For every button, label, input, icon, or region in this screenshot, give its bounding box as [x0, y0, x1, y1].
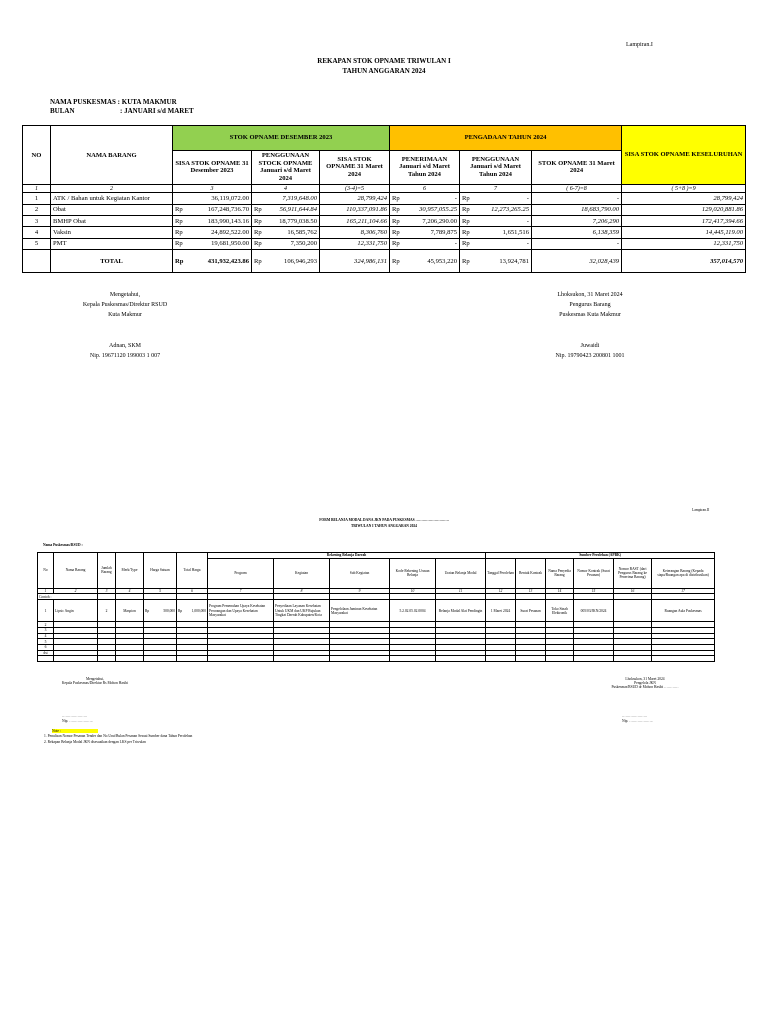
row-penggunaan: 16,585,762	[266, 227, 320, 238]
row-sisa-des: 19,681,950.00	[187, 238, 252, 249]
row-sisa-des: 36,119,072.00	[187, 193, 252, 204]
row-stok-mar: 6,138,359	[532, 227, 622, 238]
report-subtitle: TAHUN ANGGARAN 2024	[342, 67, 426, 75]
row-no: 2	[23, 204, 51, 215]
belanja-modal-table	[37, 552, 715, 662]
empty-row: 6	[38, 645, 715, 651]
h-total: Total Harga	[177, 553, 208, 589]
row-penggunaan: 18,779,038.50	[266, 216, 320, 227]
bulan-label: BULAN	[50, 107, 75, 115]
h-nama: Nama Barang	[54, 553, 98, 589]
rp-cell: Rp	[144, 600, 149, 622]
h-subkeg: Sub Kegiatan	[330, 558, 390, 588]
rp-cell: Rp	[460, 238, 474, 249]
lampiran2-label: Lampiran.II	[692, 508, 710, 512]
empty-row: dst	[38, 650, 715, 656]
r-merk: Maspion	[116, 600, 144, 622]
sign-right-line1: Lhoksukon, 31 Maret 2024	[557, 292, 623, 298]
form-sign-left-nip: Nip. ………………..	[62, 719, 93, 723]
rp-cell	[173, 193, 187, 204]
row-penerimaan: 7,206,290.00	[404, 216, 460, 227]
rp-cell: Rp	[252, 204, 266, 215]
row-penggunaan: 7,319,648.00	[266, 193, 320, 204]
rp-cell: Rp	[390, 250, 404, 273]
h-kode: Kode Rekening Urusan Belanja	[390, 558, 436, 588]
sign-left-name-block	[40, 341, 210, 361]
rp-cell: Rp	[460, 250, 474, 273]
h-merk: Merk/Type	[116, 553, 144, 589]
r-nomor: 005/03/JKN/2024	[574, 600, 614, 622]
rp-cell: Rp	[390, 238, 404, 249]
note-2: 2. Rekapan Belanja Modal JKN disesuaikan dengan LKS per Triwulan	[44, 740, 146, 744]
note-label: Note :	[52, 729, 98, 733]
row-total: 172,417,394.66	[622, 216, 746, 227]
row-total: 14,445,119.00	[622, 227, 746, 238]
rp-cell: Rp	[252, 216, 266, 227]
r-jumlah: 2	[98, 600, 116, 622]
table-row	[23, 227, 746, 238]
form-sign-left-line2: Kepala Puskesmas/Direktur Rs Mohon Hasibi	[61, 681, 129, 686]
h-sumber: Sumber Perolehan (APBK)	[486, 553, 715, 559]
form-sign-right-line3: Puskesmas/RSUD dr Mohon Hasibi …………	[611, 685, 679, 690]
total-sisa-des: 431,932,423.86	[187, 250, 252, 273]
lampiran-label: Lampiran.I	[626, 42, 653, 48]
sub-sisa-mar-header: SISA STOK OPNAME 31 Maret 2024	[320, 150, 390, 184]
row-penerimaan: -	[404, 238, 460, 249]
rp-cell: Rp	[173, 216, 187, 227]
row-sisa-des: 167,248,736.70	[187, 204, 252, 215]
sign-left-line2: Kepala Puskesmas/Direktur RSUD	[82, 302, 168, 308]
row-penerimaan: 30,957,055.25	[404, 204, 460, 215]
rp-cell: Rp	[252, 238, 266, 249]
row-penggunaan: 7,350,200	[266, 238, 320, 249]
row-total: 129,020,881.86	[622, 204, 746, 215]
sub-sisa-des-header: SISA STOK OPNAME 31 Desember 2023	[173, 150, 252, 184]
row-penggunaan: 56,911,644.84	[266, 204, 320, 215]
row-stok-mar: 18,683,790.00	[532, 204, 622, 215]
row-nama: BMHP Obat	[51, 216, 173, 227]
h-bentuk: Bentuk Kontrak	[516, 558, 546, 588]
table-row	[23, 216, 746, 227]
rp-cell: Rp	[390, 193, 404, 204]
idx-cell: ( 6-7)=8	[532, 185, 622, 193]
idx2-cell: 5	[144, 588, 177, 594]
idx2-cell: 12	[486, 588, 516, 594]
idx2-cell: 6	[177, 588, 208, 594]
sign-left-block	[40, 290, 210, 320]
form-sign-right-nip: Nip. ………………..	[622, 719, 653, 723]
row-sisa-mar: 8,306,760	[320, 227, 390, 238]
table-row	[38, 600, 715, 622]
row-no: 5	[23, 238, 51, 249]
rp-cell: Rp	[390, 204, 404, 215]
idx2-cell: 2	[54, 588, 98, 594]
form-sign-right-line1: Lhoksukon, 31 Maret 2024	[625, 677, 665, 681]
sign-right-name-block	[505, 341, 675, 361]
col-nama-header: NAMA BARANG	[51, 126, 173, 185]
h-nomor: Nomor Kontrak (Surat Pesanan)	[574, 558, 614, 588]
r-penyedia: Toko Sinah Elektronik	[546, 600, 574, 622]
row-no: 4	[23, 227, 51, 238]
idx2-cell: 17	[652, 588, 715, 594]
report-title: REKAPAN STOK OPNAME TRIWULAN I	[317, 57, 451, 65]
rp-cell: Rp	[460, 204, 474, 215]
sign-left-nip: Nip. 19671120 199003 1 007	[89, 353, 161, 359]
row-penggunaan2: 1,651,516	[474, 227, 532, 238]
form-title: FORM BELANJA MODAL DANA JKN PADA PUSKESMAS ……………………….	[319, 518, 449, 522]
group-pengadaan-header: PENGADAAN TAHUN 2024	[390, 126, 622, 151]
h-rekening: Rekening Belanja Daerah	[208, 553, 486, 559]
row-penggunaan2: -	[474, 193, 532, 204]
idx2-cell: 10	[390, 588, 436, 594]
rp-cell: Rp	[390, 227, 404, 238]
idx2-cell: 4	[116, 588, 144, 594]
group-stok-opname-header: STOK OPNAME DESEMBER 2023	[173, 126, 390, 151]
table-row	[23, 204, 746, 215]
empty-row: 3	[38, 627, 715, 633]
idx2-cell: 11	[436, 588, 486, 594]
form-sign-right-line2: Pengelola JKN	[634, 681, 656, 686]
row-sisa-des: 183,990,143.16	[187, 216, 252, 227]
total-stok-mar: 32,028,439	[532, 250, 622, 273]
empty-row	[38, 656, 715, 662]
h-kegiatan: Kegiatan	[274, 558, 330, 588]
h-tanggal: Tanggal Perolehan	[486, 558, 516, 588]
sign-right-block	[505, 290, 675, 320]
idx-cell: 2	[51, 185, 173, 193]
idx2-cell: 14	[546, 588, 574, 594]
table-row	[23, 238, 746, 249]
row-penerimaan: -	[404, 193, 460, 204]
sign-right-line3: Puskesmas Kuta Makmur	[559, 312, 621, 318]
sub-penggunaan2-header: PENGGUNAAN Januari s/d Maret Tahun 2024	[460, 150, 532, 184]
row-no: 1	[23, 193, 51, 204]
idx2-cell: 9	[330, 588, 390, 594]
r-tanggal: 1 Maret 2024	[486, 600, 516, 622]
h-penyedia: Nama Penyedia Barang	[546, 558, 574, 588]
sub-penerimaan-header: PENERIMAAN Januari s/d Maret Tahun 2024	[390, 150, 460, 184]
rp-cell: Rp	[173, 250, 187, 273]
idx2-cell: 8	[274, 588, 330, 594]
row-penggunaan2: 12,273,265.25	[474, 204, 532, 215]
row-penerimaan: 7,789,875	[404, 227, 460, 238]
table-row	[23, 193, 746, 204]
r-harga: 500,000	[149, 600, 177, 622]
rp-cell: Rp	[252, 250, 266, 273]
rp-cell: Rp	[390, 216, 404, 227]
idx2-cell: 1	[38, 588, 54, 594]
form-sign-left-line1: Mengetahui,	[85, 677, 105, 681]
row-penggunaan2: -	[474, 216, 532, 227]
r-total: 1,000,000	[182, 600, 208, 622]
sign-right-line2: Pengurus Barang	[569, 302, 611, 308]
idx-cell: 7	[460, 185, 532, 193]
total-grand: 357,014,570	[622, 250, 746, 273]
rp-cell: Rp	[173, 204, 187, 215]
note-1: 1. Penulisan Nomor Pesanan Tender dan No.Urut/Bulan Pesanan Sesuai Sumber dana Tahun Perolehan	[44, 734, 193, 738]
total-penggunaan2: 13,924,781	[474, 250, 532, 273]
empty-row: 2	[38, 622, 715, 628]
sub-penggunaan-header: PENGGUNAAN STOCK OPNAME Januari s/d Maret 2024	[252, 150, 320, 184]
row-nama: Vaksin	[51, 227, 173, 238]
sub-stok-mar-header: STOK OPNAME 31 Maret 2024	[532, 150, 622, 184]
h-bast: Nomor BAST (dari Pengurus Barang ke Penerima Barang)	[614, 558, 652, 588]
row-stok-mar: -	[532, 193, 622, 204]
rp-cell: Rp	[173, 227, 187, 238]
r-no: 1	[38, 600, 54, 622]
empty-row: 4	[38, 633, 715, 639]
row-stok-mar: -	[532, 238, 622, 249]
row-nama: ATK / Bahan untuk Kegiatan Kantor	[51, 193, 173, 204]
form-sign-left-name: …………………	[62, 714, 88, 718]
total-penggunaan: 106,946,293	[266, 250, 320, 273]
h-jumlah: Jumlah Barang	[98, 553, 116, 589]
idx-cell: 3	[173, 185, 252, 193]
col-sisa-total-header: SISA STOK OPNAME KESELURUHAN	[622, 126, 746, 185]
r-kegiatan: Penyediaan Layanan Kesehatan Untuk UKM dan UKP Rujukan Tingkat Daerah Kabupaten/Kota	[274, 600, 330, 622]
r-uraian: Belanja Modal Alat Pendingin	[436, 600, 486, 622]
sign-left-line3: Kuta Makmur	[108, 312, 142, 318]
row-total: 12,331,750	[622, 238, 746, 249]
form-sign-left	[40, 677, 150, 685]
total-row	[23, 250, 746, 273]
row-no: 3	[23, 216, 51, 227]
rp-cell	[252, 193, 266, 204]
idx-cell: 4	[252, 185, 320, 193]
idx2-cell: 13	[516, 588, 546, 594]
contoh-label: Contoh :	[38, 594, 98, 600]
sign-right-name: Juwaidi	[580, 343, 600, 349]
total-sisa-mar: 324,986,131	[320, 250, 390, 273]
r-bast	[614, 600, 652, 622]
row-nama: Obat	[51, 204, 173, 215]
row-nama: PMT	[51, 238, 173, 249]
h-no: No	[38, 553, 54, 589]
row-sisa-mar: 28,799,424	[320, 193, 390, 204]
sign-left-line1: Mengetahui,	[109, 292, 141, 298]
idx-cell: 6	[390, 185, 460, 193]
h-program: Program	[208, 558, 274, 588]
sign-right-nip: Nip. 19790423 200801 1001	[555, 353, 625, 359]
stock-opname-table	[22, 125, 746, 273]
r-nama: Lipsic Angin	[54, 600, 98, 622]
idx2-cell: 3	[98, 588, 116, 594]
rp-cell: Rp	[460, 227, 474, 238]
h-uraian: Uraian Belanja Modal	[436, 558, 486, 588]
h-harga: Harga Satuan	[144, 553, 177, 589]
r-subkeg: Pengelolaan Jaminan Kesehatan Masyarakat	[330, 600, 390, 622]
total-label: TOTAL	[51, 250, 173, 273]
row-stok-mar: 7,206,290	[532, 216, 622, 227]
row-sisa-des: 24,892,522.00	[187, 227, 252, 238]
form-sign-right-name: …………………	[622, 714, 648, 718]
form-puskesmas-label: Nama Puskesmas/RSUD :	[43, 543, 83, 547]
h-ket: Keterangan Barang (Kepada siapa/Ruangan apa di distribusikan)	[652, 558, 715, 588]
r-kode: 5.2.02.05.02.0004	[390, 600, 436, 622]
rp-cell: Rp	[173, 238, 187, 249]
idx-cell: (3-4)=5	[320, 185, 390, 193]
empty-row: 5	[38, 639, 715, 645]
puskesmas-name: NAMA PUSKESMAS : KUTA MAKMUR	[50, 98, 177, 106]
rp-cell: Rp	[460, 193, 474, 204]
r-bentuk: Surat Pesanan	[516, 600, 546, 622]
idx2-cell: 7	[208, 588, 274, 594]
idx2-cell: 16	[614, 588, 652, 594]
rp-cell: Rp	[252, 227, 266, 238]
r-program: Program Pemenuhan Upaya Kesehatan Perorangan dan Upaya Kesehatan Masyarakat	[208, 600, 274, 622]
row-total: 28,799,424	[622, 193, 746, 204]
r-ket: Ruangan Aula Puskesmas	[652, 600, 715, 622]
col-no-header: NO	[23, 126, 51, 185]
idx2-cell: 15	[574, 588, 614, 594]
total-penerimaan: 45,953,220	[404, 250, 460, 273]
form-sign-right	[590, 677, 700, 689]
rp-cell: Rp	[460, 216, 474, 227]
sign-left-name: Adnan, SKM	[108, 343, 141, 349]
idx-cell: ( 5+8 )=9	[622, 185, 746, 193]
row-sisa-mar: 165,211,104.66	[320, 216, 390, 227]
form-subtitle: TRIWULAN I TAHUN ANGGARAN 2024	[351, 524, 417, 528]
row-sisa-mar: 110,337,091.86	[320, 204, 390, 215]
idx-cell: 1	[23, 185, 51, 193]
row-sisa-mar: 12,331,750	[320, 238, 390, 249]
bulan-value: : JANUARI s/d MARET	[120, 107, 194, 115]
row-penggunaan2: -	[474, 238, 532, 249]
rp-cell: Rp	[177, 600, 182, 622]
